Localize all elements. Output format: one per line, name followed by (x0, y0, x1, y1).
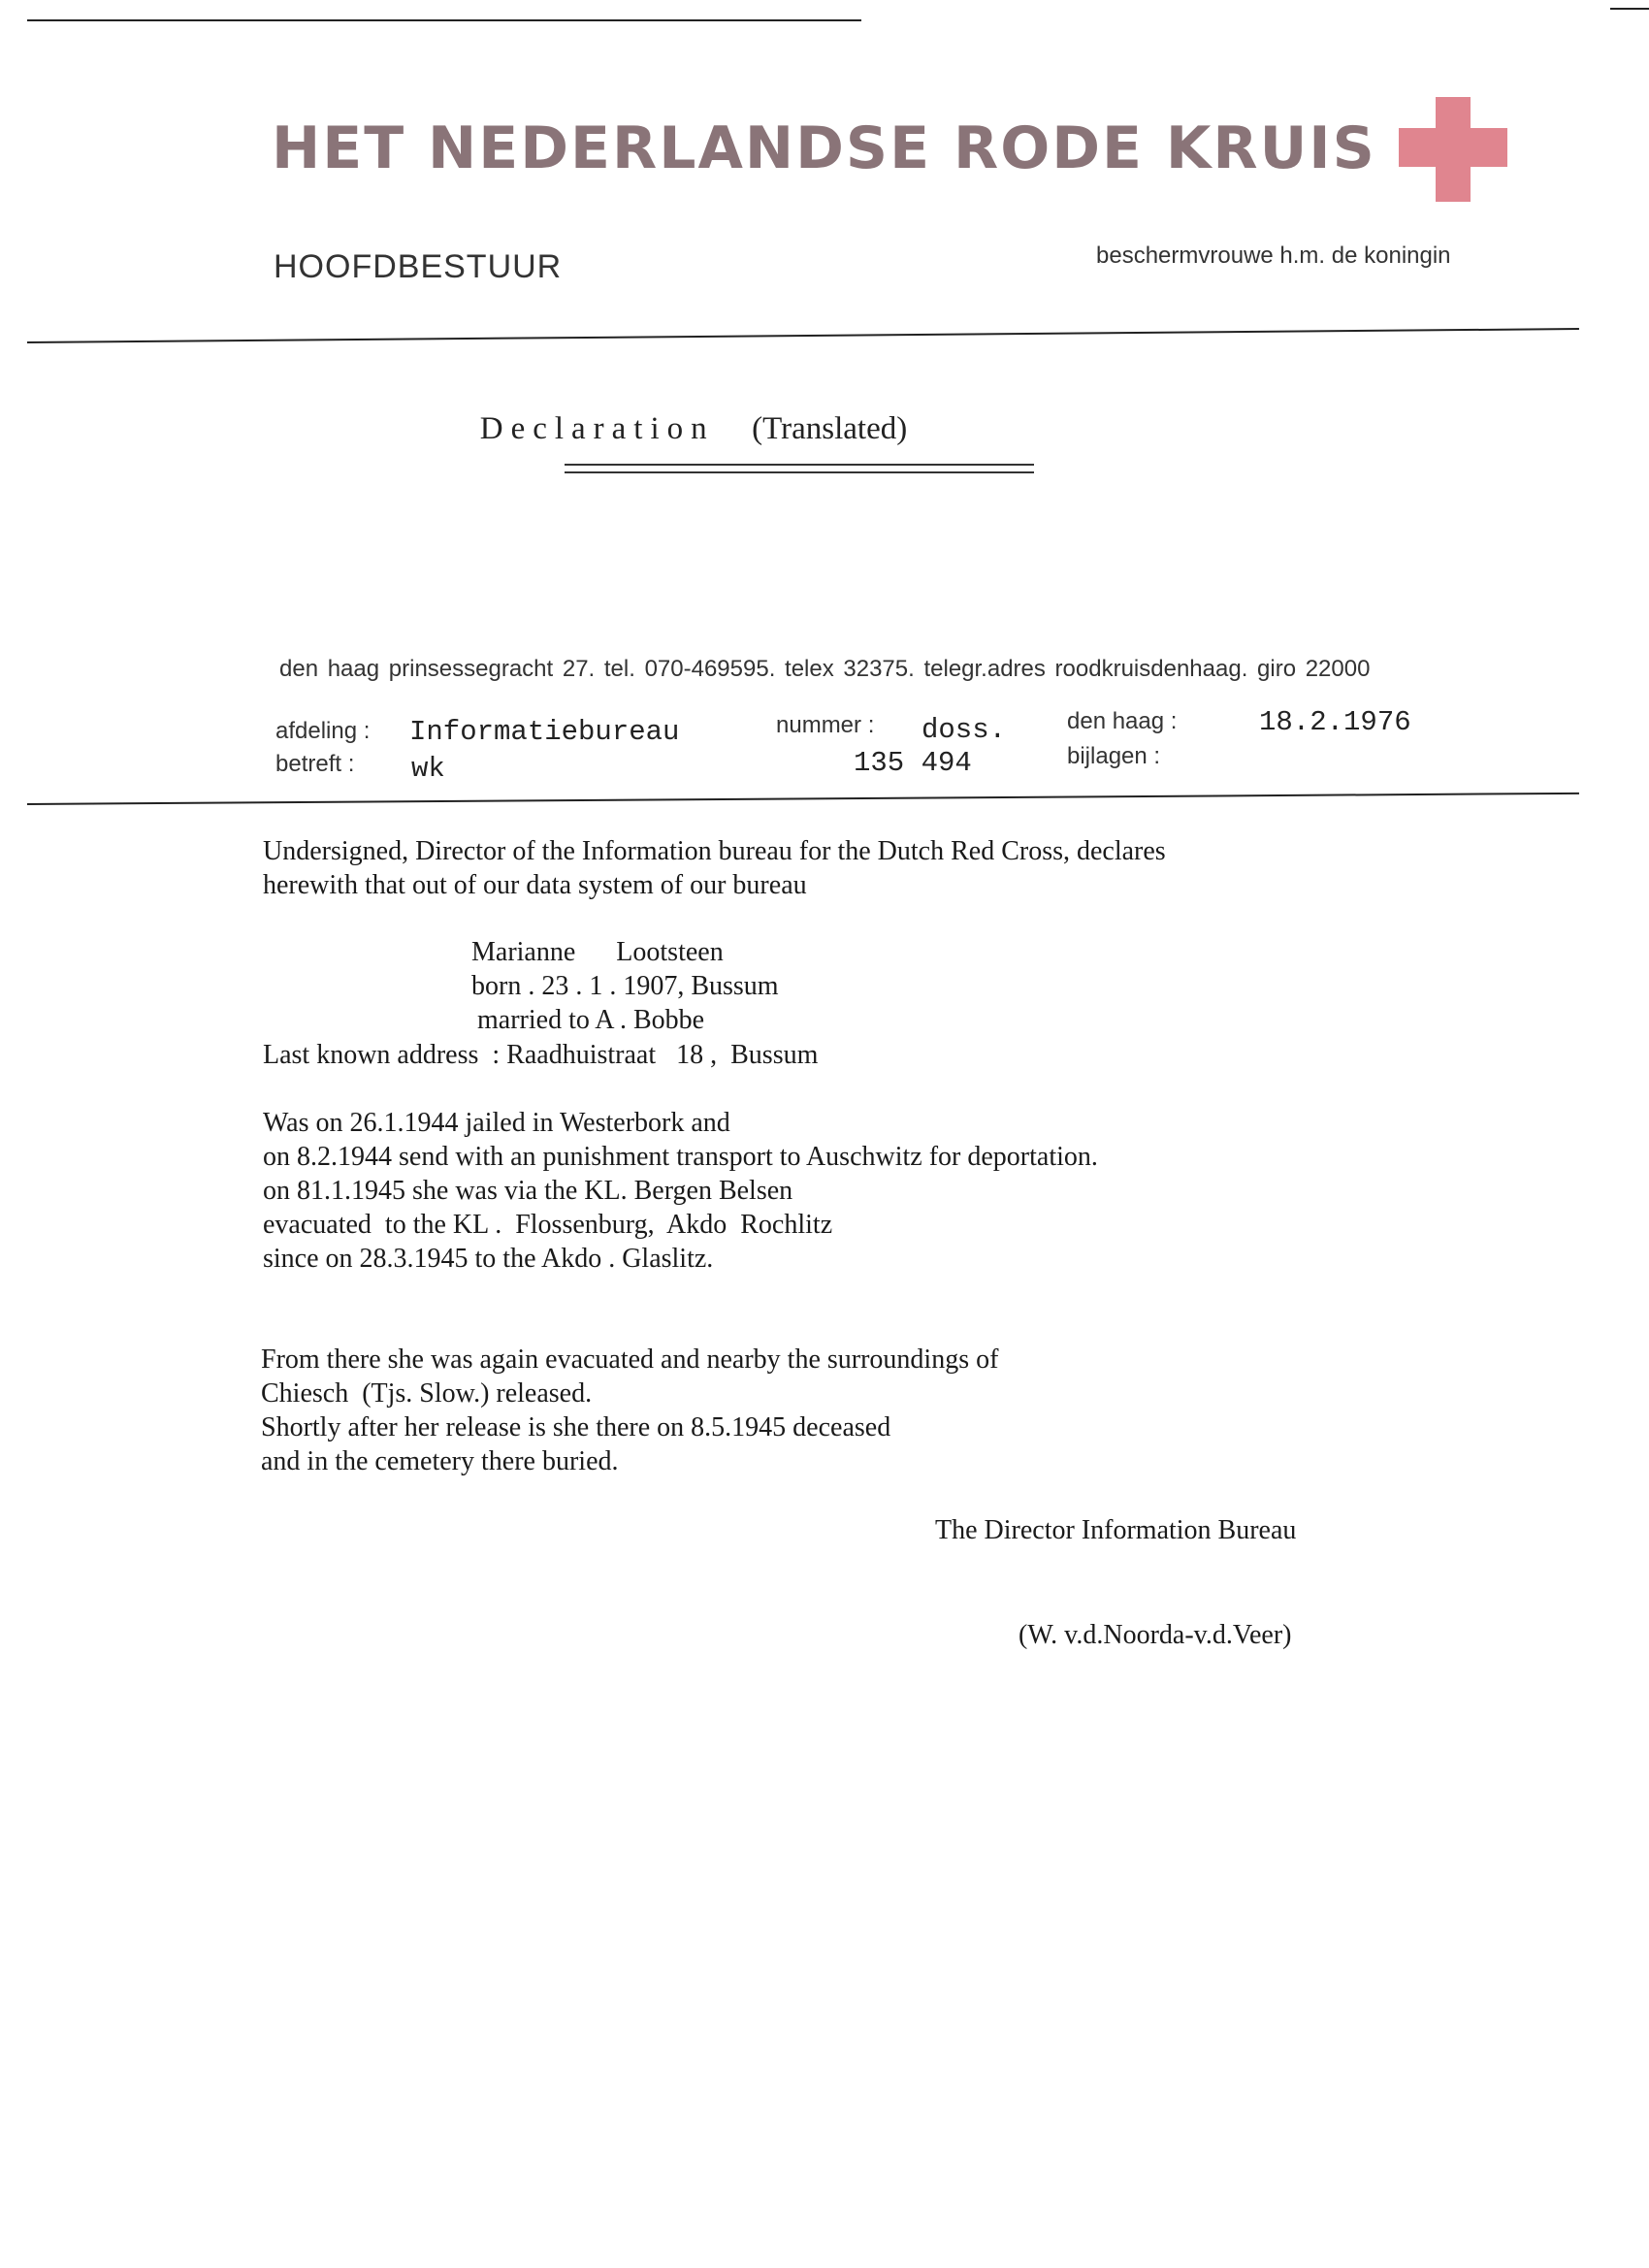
intro-paragraph (263, 834, 1166, 902)
para3-line: and in the cemetery there buried. (261, 1446, 619, 1476)
letterhead-rule (27, 328, 1579, 343)
header-rule (27, 793, 1579, 805)
afdeling-label: afdeling : (275, 718, 371, 744)
para2-line: since on 28.3.1945 to the Akdo . Glaslitz. (263, 1244, 714, 1274)
organization-name: HET NEDERLANDSE RODE KRUIS (272, 114, 1376, 182)
document-title (0, 411, 1387, 447)
patron-line: beschermvrouwe h.m. de koningin (1096, 243, 1451, 269)
date-value: 18.2.1976 (1259, 706, 1411, 738)
bijlagen-label: bijlagen : (1067, 743, 1161, 769)
nummer-value-2: 135 494 (854, 747, 972, 779)
intro-line-1: Undersigned, Director of the Information bureau for the Dutch Red Cross, declares (263, 836, 1166, 866)
release-paragraph (261, 1343, 998, 1478)
betreft-label: betreft : (275, 751, 355, 777)
person-block (471, 935, 779, 1037)
den-haag-label: den haag : (1067, 708, 1178, 734)
para2-line: Was on 26.1.1944 jailed in Westerbork and (263, 1108, 730, 1138)
afdeling-value: Informatiebureau (409, 716, 680, 748)
para2-line: on 8.2.1944 send with an punishment transport to Auschwitz for deportation. (263, 1142, 1098, 1172)
division-name: HOOFDBESTUUR (274, 248, 563, 285)
para3-line: Shortly after her release is she there on 8.5.1945 deceased (261, 1412, 891, 1442)
title-word: Declaration (479, 411, 715, 446)
person-born: born . 23 . 1 . 1907, Bussum (471, 971, 779, 1001)
signature-title: The Director Information Bureau (935, 1515, 1297, 1545)
signature-name: (W. v.d.Noorda-v.d.Veer) (1018, 1620, 1292, 1650)
top-right-mark (1610, 8, 1649, 10)
last-address: Last known address : Raadhuistraat 18 , Bussum (263, 1040, 819, 1070)
title-underline-2 (565, 471, 1034, 473)
title-underline-1 (565, 464, 1034, 466)
person-married: married to A . Bobbe (477, 1005, 705, 1035)
top-rule (27, 19, 861, 21)
address-line: den haag prinsessegracht 27. tel. 070-469595. telex 32375. telegr.adres roodkruisdenhaag. giro 22000 (279, 656, 1371, 682)
para3-line: From there she was again evacuated and nearby the surroundings of (261, 1345, 999, 1375)
para3-line: Chiesch (Tjs. Slow.) released. (261, 1378, 593, 1409)
nummer-label: nummer : (776, 712, 875, 738)
intro-line-2: herewith that out of our data system of our bureau (263, 870, 807, 900)
person-name: Marianne Lootsteen (471, 937, 724, 967)
betreft-value: wk (411, 753, 445, 785)
deportation-paragraph (263, 1106, 1098, 1276)
title-suffix: (Translated) (752, 411, 908, 446)
para2-line: evacuated to the KL . Flossenburg, Akdo Rochlitz (263, 1210, 833, 1240)
para2-line: on 81.1.1945 she was via the KL. Bergen Belsen (263, 1176, 793, 1206)
nummer-value-1: doss. (922, 714, 1007, 746)
red-cross-logo (1399, 97, 1507, 202)
